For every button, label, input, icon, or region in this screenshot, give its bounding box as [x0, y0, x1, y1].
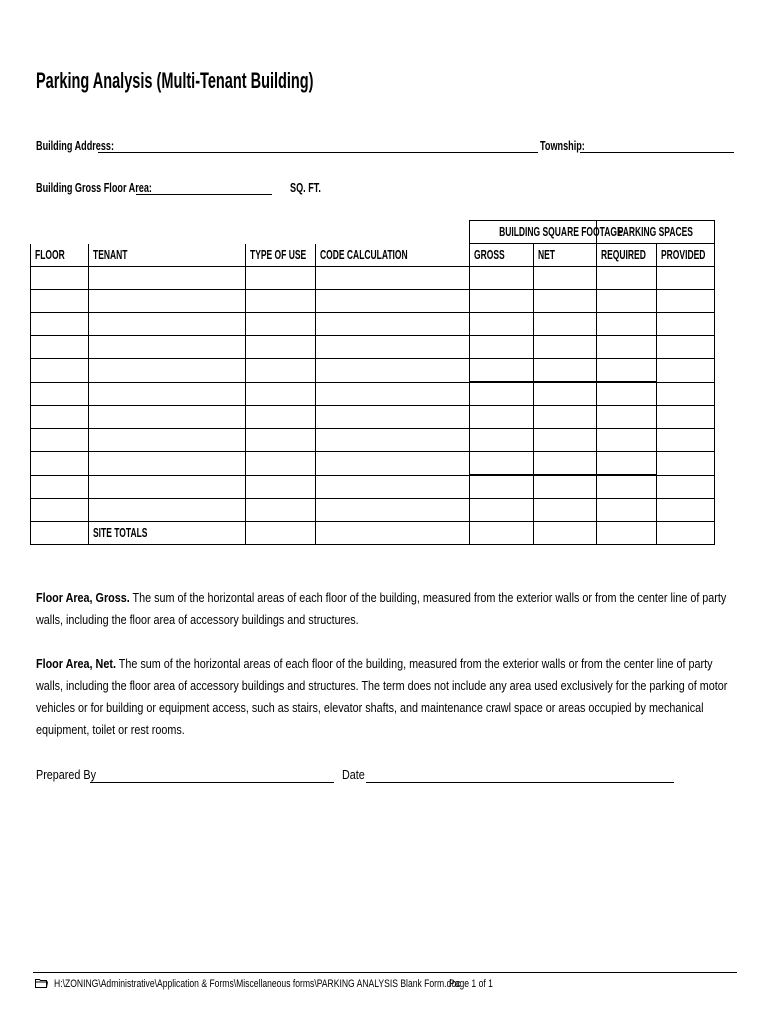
- table-cell-gross[interactable]: [470, 429, 534, 452]
- sq-ft-label: SQ. FT.: [290, 180, 321, 195]
- table-cell-type-of-use[interactable]: [246, 429, 316, 452]
- table-cell-required[interactable]: [597, 452, 657, 476]
- table-cell-provided[interactable]: [657, 499, 715, 522]
- table-cell-type-of-use[interactable]: [246, 336, 316, 359]
- table-cell-gross[interactable]: [470, 336, 534, 359]
- table-cell-code-calculation[interactable]: [316, 359, 470, 383]
- table-cell-net[interactable]: [534, 499, 597, 522]
- table-cell-floor[interactable]: [31, 499, 89, 522]
- date-field[interactable]: [366, 769, 674, 783]
- table-cell-type-of-use[interactable]: [246, 290, 316, 313]
- table-cell-gross[interactable]: [470, 475, 534, 499]
- table-cell-required[interactable]: [597, 406, 657, 429]
- table-cell-floor[interactable]: [31, 475, 89, 499]
- table-cell-net[interactable]: [534, 452, 597, 476]
- table-row: [31, 336, 715, 359]
- site-totals-label: SITE TOTALS: [93, 526, 148, 540]
- site-totals-cell[interactable]: [534, 522, 597, 545]
- col-header-code-calculation: CODE CALCULATION: [316, 244, 470, 267]
- table-cell-required[interactable]: [597, 359, 657, 383]
- table-cell-type-of-use[interactable]: [246, 452, 316, 476]
- table-row: [31, 359, 715, 383]
- table-cell-code-calculation[interactable]: [316, 267, 470, 290]
- parking-analysis-table: [30, 220, 715, 545]
- col-header-tenant: TENANT: [89, 244, 246, 267]
- table-cell-type-of-use[interactable]: [246, 267, 316, 290]
- table-cell-required[interactable]: [597, 313, 657, 336]
- table-cell-tenant[interactable]: [89, 406, 246, 429]
- building-address-field[interactable]: [98, 140, 538, 153]
- table-cell-type-of-use[interactable]: [246, 406, 316, 429]
- site-totals-label-cell: [89, 522, 246, 545]
- table-cell-floor[interactable]: [31, 336, 89, 359]
- definition-text: The sum of the horizontal areas of each floor of the building, measured from the exterior walls or from the center line of party walls, including the floor area of accessory buildings and structures. The term does not include any area used exclusively for the parking of motor vehicles or for building or equipment access, such as stairs, elevator shafts, and maintenance crawl space or areas occupied by mechanical equipment, toilet or rest rooms.: [36, 656, 728, 737]
- footer-page: Page 1 of 1: [449, 978, 493, 990]
- table-cell-tenant[interactable]: [89, 290, 246, 313]
- col-header-floor: FLOOR: [31, 244, 89, 267]
- table-cell-floor[interactable]: [31, 382, 89, 406]
- table-cell-type-of-use[interactable]: [246, 313, 316, 336]
- table-cell-net[interactable]: [534, 313, 597, 336]
- site-totals-cell[interactable]: [316, 522, 470, 545]
- table-cell-required[interactable]: [597, 475, 657, 499]
- table-cell-provided[interactable]: [657, 382, 715, 406]
- definition-net: [36, 653, 736, 741]
- township-label: Township:: [540, 138, 585, 153]
- prepared-by-label: Prepared By: [36, 767, 96, 782]
- gross-floor-area-label: Building Gross Floor Area:: [36, 180, 152, 195]
- table-cell-tenant[interactable]: [89, 452, 246, 476]
- footer: [35, 978, 575, 990]
- page-title: Parking Analysis (Multi-Tenant Building): [36, 68, 314, 93]
- table-cell-net[interactable]: [534, 475, 597, 499]
- site-totals-cell[interactable]: [470, 522, 534, 545]
- table-cell-provided[interactable]: [657, 267, 715, 290]
- table-cell-provided[interactable]: [657, 429, 715, 452]
- table-cell-tenant[interactable]: [89, 267, 246, 290]
- col-header-gross: GROSS: [470, 244, 534, 267]
- table-cell-gross[interactable]: [470, 406, 534, 429]
- table-cell-gross[interactable]: [470, 452, 534, 476]
- table-row: [31, 290, 715, 313]
- table-cell-floor[interactable]: [31, 313, 89, 336]
- table-cell-provided[interactable]: [657, 475, 715, 499]
- table-cell-gross[interactable]: [470, 290, 534, 313]
- table-cell-floor[interactable]: [31, 452, 89, 476]
- table-cell-tenant[interactable]: [89, 429, 246, 452]
- table-cell-gross[interactable]: [470, 382, 534, 406]
- table-row: [31, 267, 715, 290]
- table-cell-required[interactable]: [597, 499, 657, 522]
- footer-divider: [33, 972, 737, 973]
- table-cell-required[interactable]: [597, 267, 657, 290]
- table-cell-code-calculation[interactable]: [316, 452, 470, 476]
- site-totals-cell[interactable]: [31, 522, 89, 545]
- table-row: [31, 452, 715, 476]
- definition-text: The sum of the horizontal areas of each floor of the building, measured from the exterior walls or from the center line of party walls, including the floor area of accessory buildings and structures.: [36, 590, 727, 627]
- table-cell-provided[interactable]: [657, 452, 715, 476]
- col-header-required: REQUIRED: [597, 244, 657, 267]
- table-cell-code-calculation[interactable]: [316, 499, 470, 522]
- definition-term: Floor Area, Net.: [36, 656, 116, 671]
- group-header-building-sq-ft: BUILDING SQUARE FOOTAGE: [470, 221, 597, 244]
- table-cell-required[interactable]: [597, 382, 657, 406]
- table-cell-floor[interactable]: [31, 359, 89, 383]
- definition-gross: [36, 587, 736, 631]
- table-cell-type-of-use[interactable]: [246, 499, 316, 522]
- table-cell-gross[interactable]: [470, 267, 534, 290]
- table-cell-provided[interactable]: [657, 313, 715, 336]
- table-cell-net[interactable]: [534, 336, 597, 359]
- header-spacer: [31, 221, 470, 244]
- signoff-row: [36, 767, 365, 782]
- table-cell-tenant[interactable]: [89, 359, 246, 383]
- table-cell-code-calculation[interactable]: [316, 382, 470, 406]
- table-cell-required[interactable]: [597, 336, 657, 359]
- table-cell-gross[interactable]: [470, 359, 534, 383]
- group-header-parking-spaces: PARKING SPACES: [597, 221, 715, 244]
- township-field[interactable]: [580, 140, 734, 153]
- site-totals-cell[interactable]: [657, 522, 715, 545]
- table-cell-net[interactable]: [534, 267, 597, 290]
- table-cell-tenant[interactable]: [89, 499, 246, 522]
- table-cell-floor[interactable]: [31, 406, 89, 429]
- table-cell-provided[interactable]: [657, 290, 715, 313]
- table-cell-net[interactable]: [534, 382, 597, 406]
- table-cell-floor[interactable]: [31, 429, 89, 452]
- gross-floor-area-field[interactable]: [136, 182, 272, 195]
- table-cell-tenant[interactable]: [89, 382, 246, 406]
- table-cell-provided[interactable]: [657, 406, 715, 429]
- table-cell-required[interactable]: [597, 429, 657, 452]
- table-row: [31, 499, 715, 522]
- table-row: [31, 429, 715, 452]
- gross-floor-area-row: [36, 180, 736, 198]
- table-cell-tenant[interactable]: [89, 313, 246, 336]
- address-row: [36, 138, 736, 156]
- col-header-net: NET: [534, 244, 597, 267]
- table-cell-code-calculation[interactable]: [316, 290, 470, 313]
- table-cell-floor[interactable]: [31, 290, 89, 313]
- site-totals-cell[interactable]: [597, 522, 657, 545]
- table-cell-tenant[interactable]: [89, 475, 246, 499]
- table-cell-net[interactable]: [534, 406, 597, 429]
- table-row: [31, 406, 715, 429]
- date-label: Date: [342, 767, 365, 782]
- site-totals-cell[interactable]: [246, 522, 316, 545]
- footer-path: H:\ZONING\Administrative\Application & Forms\Miscellaneous forms\PARKING ANALYSIS Blank Form.doc: [54, 978, 461, 990]
- col-header-provided: PROVIDED: [657, 244, 715, 267]
- prepared-by-field[interactable]: [90, 769, 334, 783]
- table-cell-net[interactable]: [534, 429, 597, 452]
- table-row: [31, 313, 715, 336]
- col-header-type-of-use: TYPE OF USE: [246, 244, 316, 267]
- table-cell-required[interactable]: [597, 290, 657, 313]
- table-cell-provided[interactable]: [657, 359, 715, 383]
- site-totals-row: [31, 522, 715, 545]
- table-cell-type-of-use[interactable]: [246, 475, 316, 499]
- table-cell-tenant[interactable]: [89, 336, 246, 359]
- table-cell-net[interactable]: [534, 359, 597, 383]
- table-cell-gross[interactable]: [470, 313, 534, 336]
- table-cell-type-of-use[interactable]: [246, 382, 316, 406]
- table-cell-net[interactable]: [534, 290, 597, 313]
- folder-icon: [35, 978, 48, 988]
- table-cell-code-calculation[interactable]: [316, 336, 470, 359]
- table-cell-code-calculation[interactable]: [316, 313, 470, 336]
- table-cell-code-calculation[interactable]: [316, 406, 470, 429]
- building-address-label: Building Address:: [36, 138, 115, 153]
- table-cell-code-calculation[interactable]: [316, 429, 470, 452]
- definition-term: Floor Area, Gross.: [36, 590, 130, 605]
- table-cell-floor[interactable]: [31, 267, 89, 290]
- table-row: [31, 475, 715, 499]
- table-row: [31, 382, 715, 406]
- table-cell-provided[interactable]: [657, 336, 715, 359]
- table-cell-gross[interactable]: [470, 499, 534, 522]
- table-cell-type-of-use[interactable]: [246, 359, 316, 383]
- table-cell-code-calculation[interactable]: [316, 475, 470, 499]
